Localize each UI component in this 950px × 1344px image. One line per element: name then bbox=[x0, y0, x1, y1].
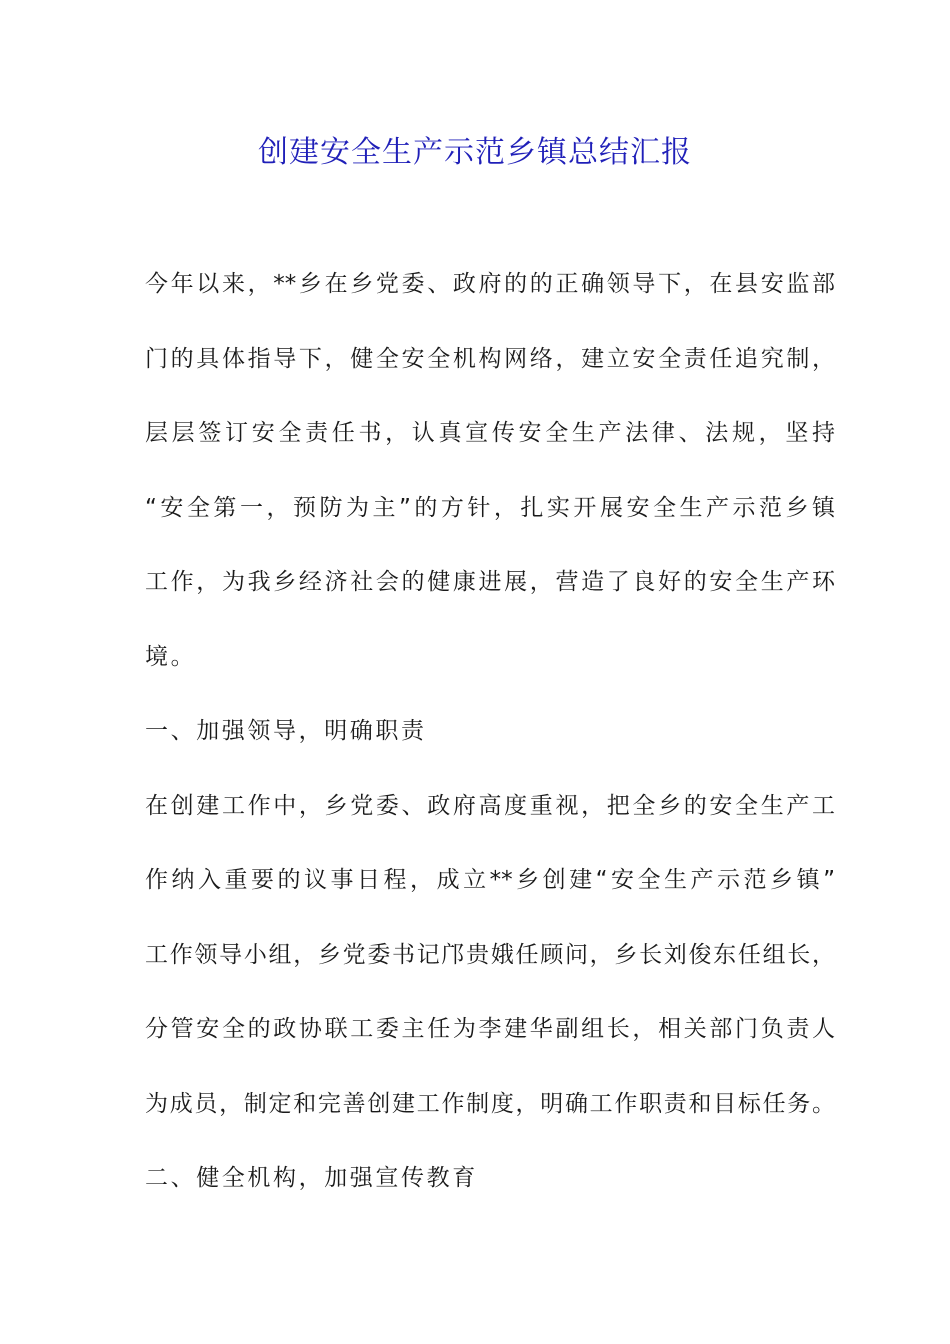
section-heading: 一、加强领导，明确职责 bbox=[145, 718, 427, 744]
paragraph-line: 在创建工作中，乡党委、政府高度重视，把全乡的安全生产工 bbox=[145, 792, 835, 819]
paragraph-line: 境。 bbox=[145, 643, 197, 670]
document-title: 创建安全生产示范乡镇总结汇报 bbox=[258, 135, 692, 170]
paragraph-line: 作纳入重要的议事日程，成立**乡创建“安全生产示范乡镇” bbox=[145, 867, 835, 893]
paragraph-line: 工作，为我乡经济社会的健康进展，营造了良好的安全生产环 bbox=[145, 569, 835, 595]
paragraph-line: 为成员，制定和完善创建工作制度，明确工作职责和目标任务。 bbox=[145, 1090, 835, 1117]
paragraph-line: 层层签订安全责任书，认真宣传安全生产法律、法规，坚持 bbox=[145, 420, 835, 446]
paragraph-line: 工作领导小组，乡党委书记邝贵娥任顾问，乡长刘俊东任组长， bbox=[145, 941, 835, 968]
document-body bbox=[145, 264, 835, 1233]
paragraph-line: “安全第一，预防为主”的方针，扎实开展安全生产示范乡镇 bbox=[145, 494, 835, 521]
paragraph-line: 门的具体指导下，健全安全机构网络，建立安全责任追究制， bbox=[145, 345, 835, 372]
paragraph-line: 分管安全的政协联工委主任为李建华副组长，相关部门负责人 bbox=[145, 1016, 835, 1042]
section-heading: 二、健全机构，加强宣传教育 bbox=[145, 1165, 478, 1191]
paragraph-line: 今年以来，**乡在乡党委、政府的的正确领导下，在县安监部 bbox=[145, 271, 835, 297]
